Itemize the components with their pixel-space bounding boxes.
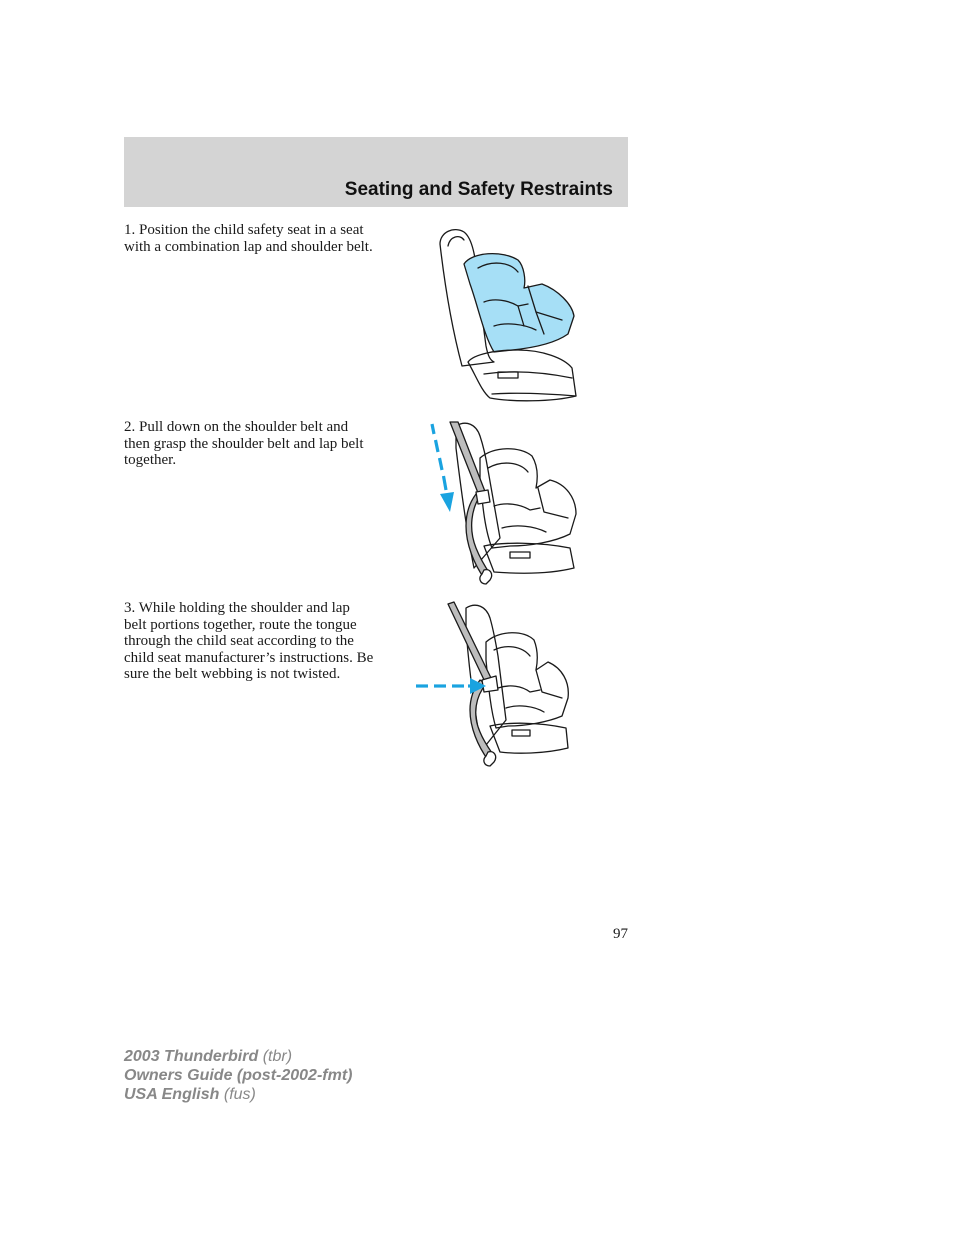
step-3-text: 3. While holding the shoulder and lap belt portions together, route the tongue through the child seat according to the child seat manufacturer’s instructions. Be sure the belt webbing is not twisted. [124,600,374,682]
footer-line-3: USA English (fus) [124,1086,256,1103]
step-1-illustration [432,226,582,406]
step-3-illustration [412,600,572,770]
section-header-band [124,137,628,207]
step-2-illustration [410,418,585,588]
step-2-text: 2. Pull down on the shoulder belt and then grasp the shoulder belt and lap belt together. [124,419,364,468]
page-number: 97 [613,926,628,942]
footer-line-2: Owners Guide (post-2002-fmt) [124,1067,353,1084]
footer-line-1: 2003 Thunderbird (tbr) [124,1048,293,1065]
step-1-text: 1. Position the child safety seat in a seat with a combination lap and shoulder belt. [124,222,373,255]
document-footer [124,1047,352,1104]
section-title: Seating and Safety Restraints [344,179,613,200]
